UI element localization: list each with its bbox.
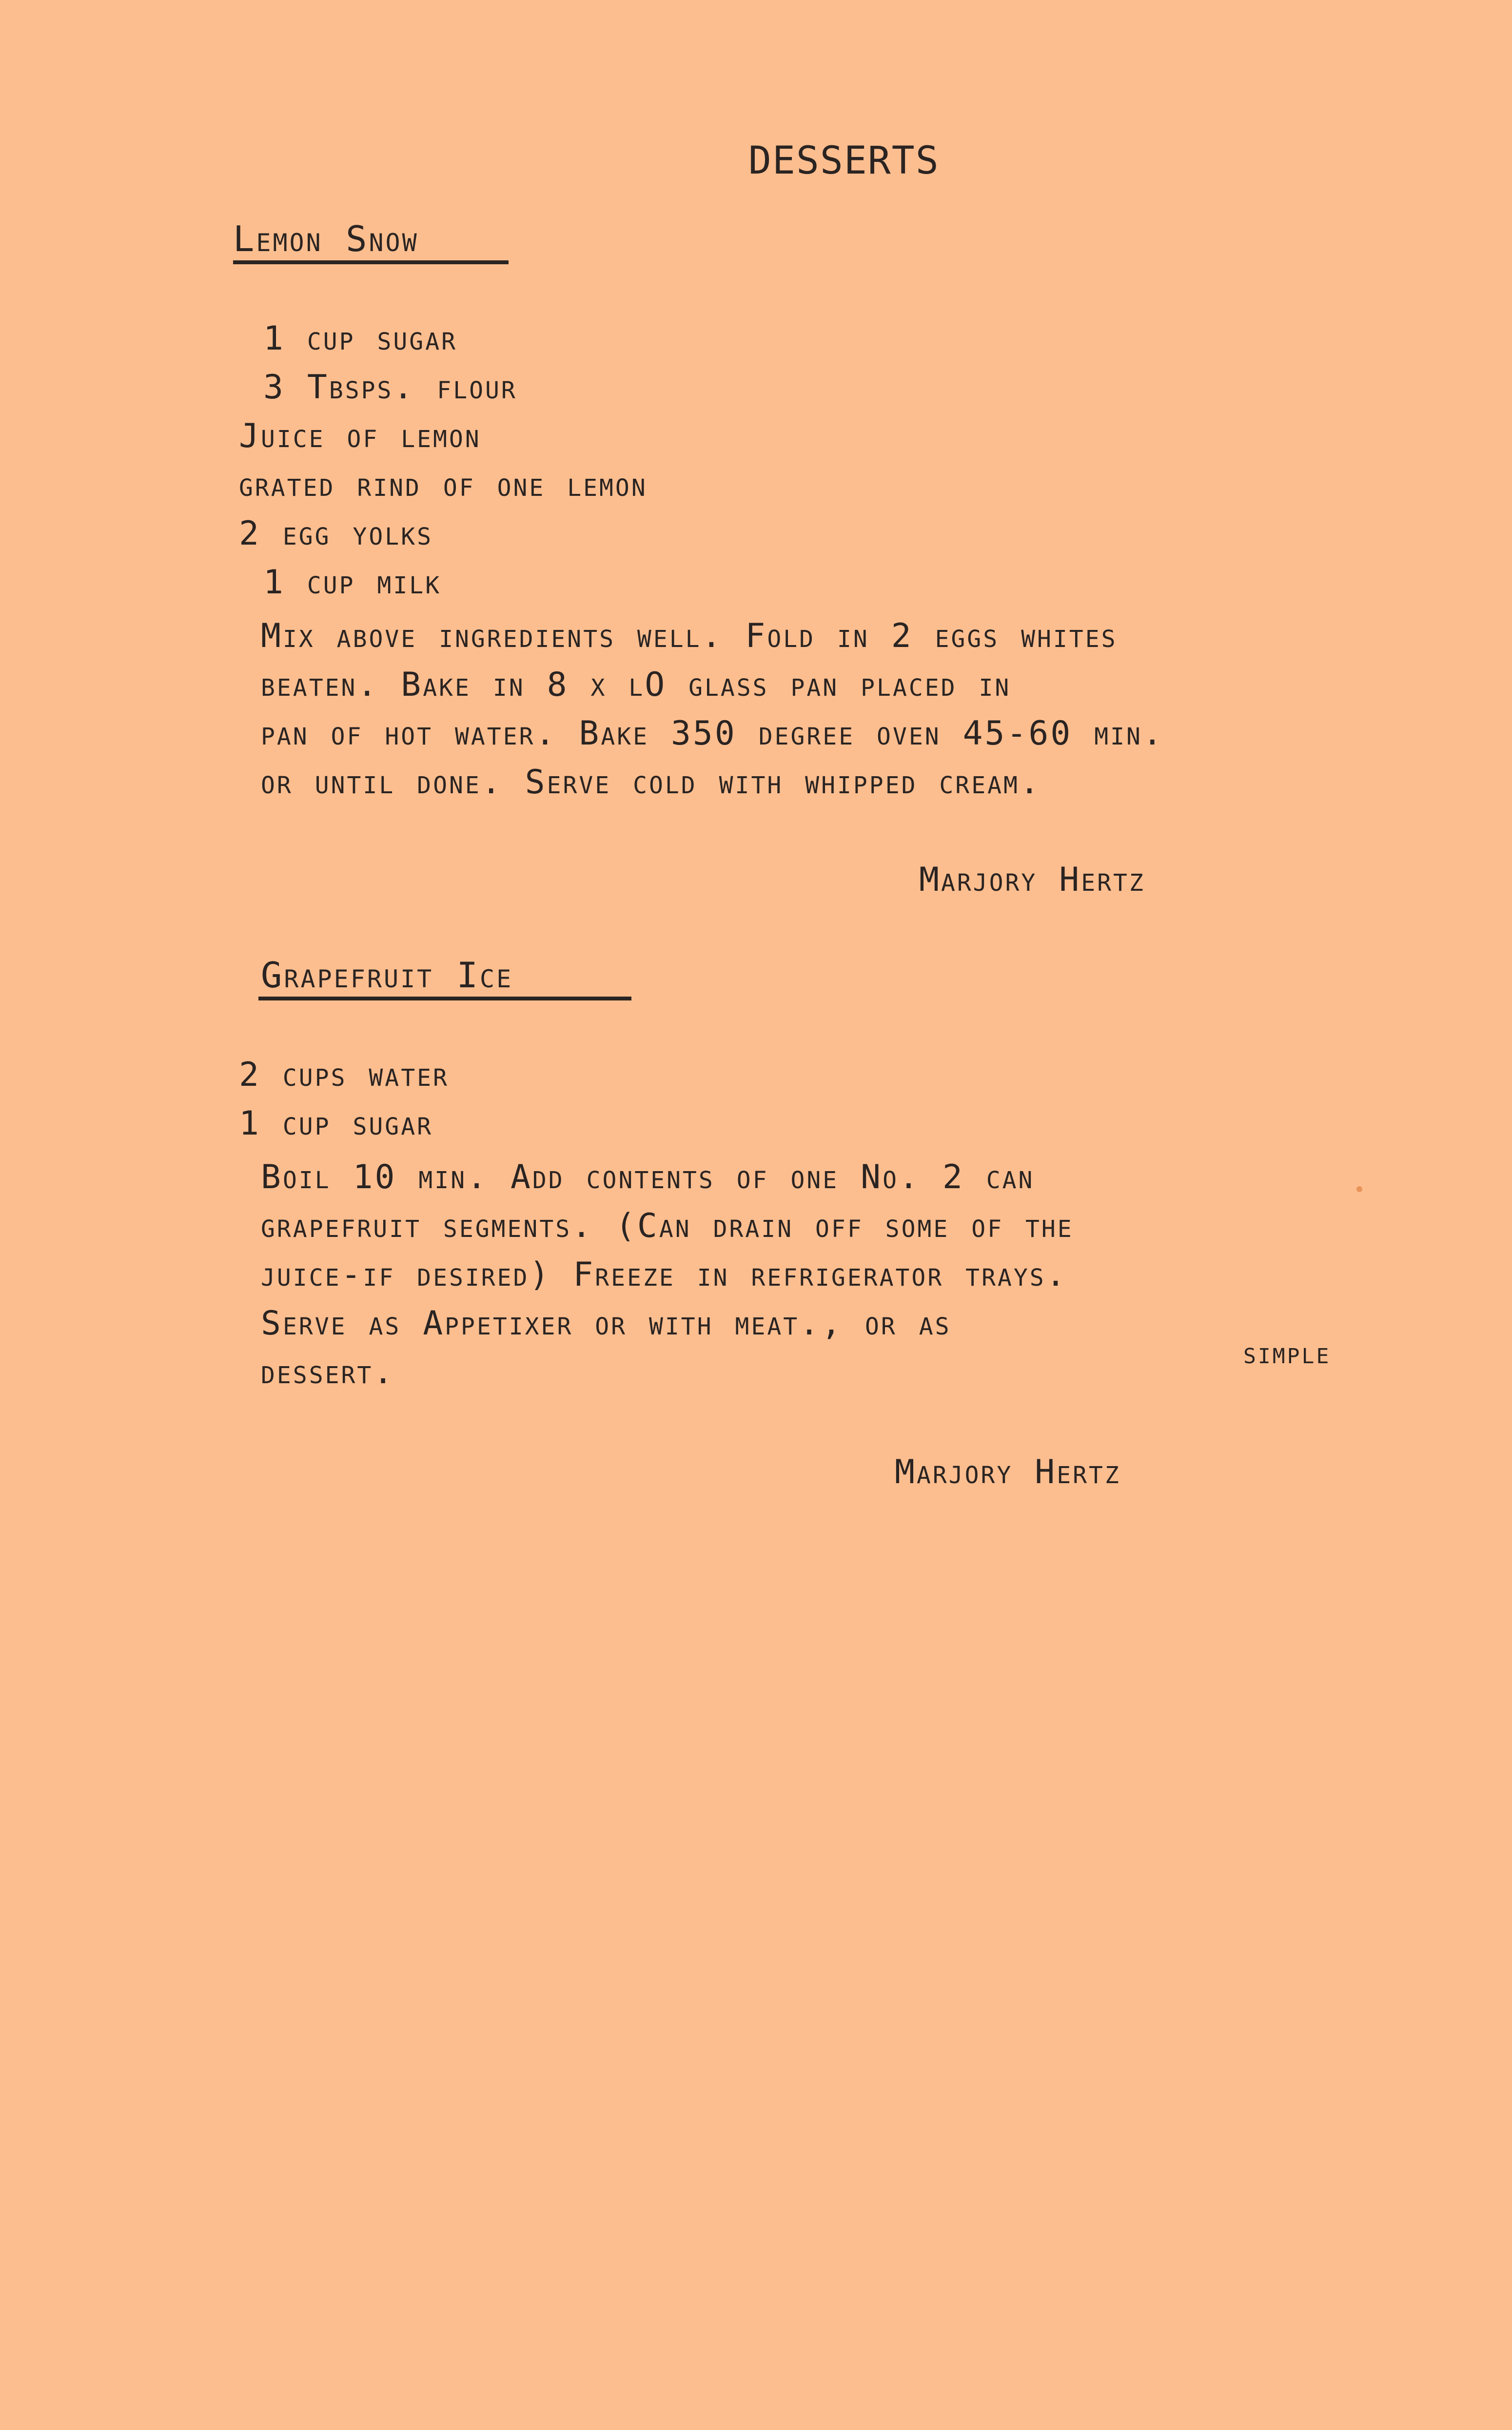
instruction-line: beaten. Bake in 8 x lO glass pan placed in (261, 666, 1011, 704)
page-title: DESSERTS (748, 139, 940, 183)
instruction-line: or until done. Serve cold with whipped cream. (261, 763, 1041, 802)
ingredient-line: 3 Tbsps. flour (263, 368, 517, 407)
instruction-line: Serve as Appetixer or with meat., or as (261, 1304, 951, 1343)
ingredient-line: grated rind of one lemon (239, 466, 648, 504)
recipe-author: Marjory Hertz (895, 1453, 1121, 1491)
ingredient-line: 2 egg yolks (239, 514, 433, 553)
recipe-author: Marjory Hertz (919, 861, 1145, 899)
paper-speck (1356, 1186, 1362, 1192)
instruction-line: Mix above ingredients well. Fold in 2 eggs whites (261, 617, 1118, 655)
instruction-line: juice-if desired) Freeze in refrigerator trays. (261, 1255, 1068, 1294)
ingredient-line: Juice of lemon (239, 417, 481, 455)
ingredient-line: 1 cup sugar (263, 319, 458, 358)
title-underline (258, 997, 631, 1000)
title-underline (233, 260, 509, 264)
instruction-line: pan of hot water. Bake 350 degree oven 45-60 min. (261, 714, 1164, 753)
instruction-line: grapefruit segments. (Can drain off some of the (261, 1207, 1074, 1245)
recipe-title-lemon-snow: Lemon Snow (233, 218, 419, 259)
inserted-word: simple (1243, 1335, 1331, 1371)
ingredient-line: 2 cups water (239, 1056, 449, 1094)
ingredient-line: 1 cup milk (263, 563, 442, 602)
instruction-line: Boil 10 min. Add contents of one No. 2 can (261, 1158, 1035, 1196)
recipe-title-grapefruit-ice: Grapefruit Ice (261, 955, 513, 996)
instruction-line: dessert. (261, 1353, 395, 1391)
ingredient-line: 1 cup sugar (239, 1104, 433, 1143)
